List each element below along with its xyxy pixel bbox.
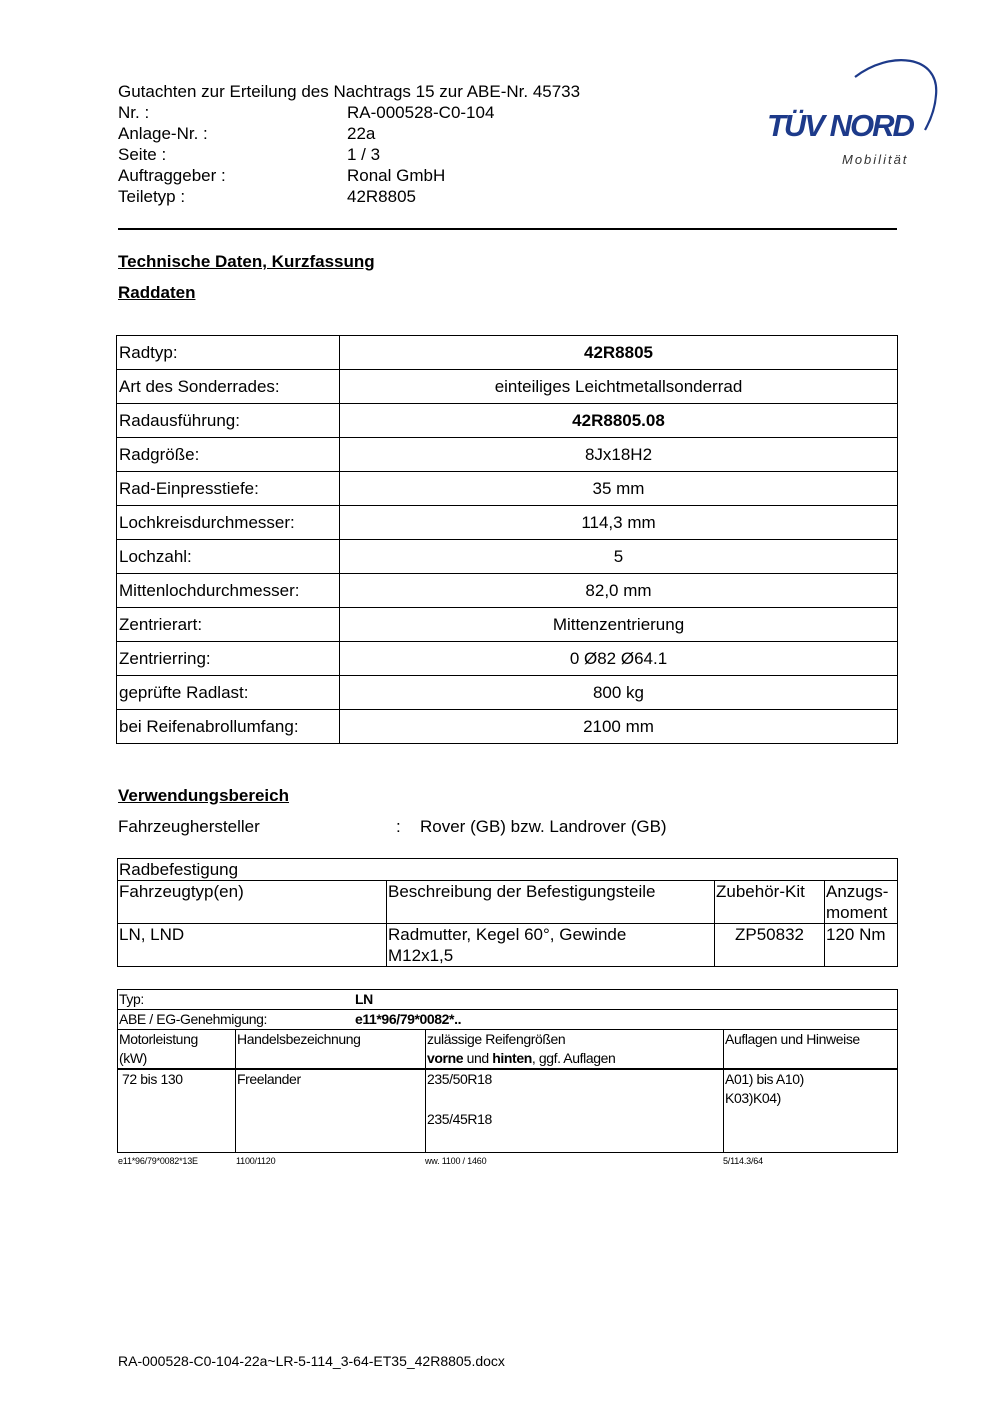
raddaten-label: Lochzahl: xyxy=(117,540,340,574)
raddaten-value: 8Jx18H2 xyxy=(340,438,898,472)
raddaten-label: Zentrierart: xyxy=(117,608,340,642)
cell-auflagen-line1: A01) bis A10) xyxy=(725,1071,804,1087)
raddaten-label: Rad-Einpresstiefe: xyxy=(117,472,340,506)
typ-table xyxy=(117,989,898,1153)
table-row xyxy=(117,404,898,438)
header-anzugsmoment-line1: Anzugs- xyxy=(826,882,889,901)
header-field-label: Auftraggeber : xyxy=(118,166,226,185)
table-row xyxy=(118,1069,898,1153)
foot-code-4: 5/114.3/64 xyxy=(723,1156,763,1166)
section-title-verwendungsbereich: Verwendungsbereich xyxy=(118,786,289,805)
table-row xyxy=(118,924,898,967)
abe-value: e11*96/79*0082*.. xyxy=(355,1011,462,1027)
header-field-label: Teiletyp : xyxy=(118,187,186,206)
document-title: Gutachten zur Erteilung des Nachtrags 15 zur ABE-Nr. 45733 xyxy=(118,82,581,101)
cell-reifen-line1: 235/50R18 xyxy=(427,1071,492,1087)
header-reifengroessen xyxy=(426,1030,724,1070)
raddaten-label: Radtyp: xyxy=(117,336,340,370)
table-row xyxy=(117,506,898,540)
raddaten-label: Zentrierring: xyxy=(117,642,340,676)
table-row xyxy=(117,336,898,370)
header-motorleistung-line2: (kW) xyxy=(119,1050,147,1066)
raddaten-value: 0 Ø82 Ø64.1 xyxy=(340,642,898,676)
header-field-value: RA-000528-C0-104 xyxy=(347,103,495,122)
header-field-value: 1 / 3 xyxy=(347,145,381,164)
cell-beschreibung xyxy=(387,924,715,967)
raddaten-label: Radausführung: xyxy=(117,404,340,438)
table-row xyxy=(117,574,898,608)
radbefestigung-title: Radbefestigung xyxy=(118,859,898,881)
logo-text: TÜV NORD xyxy=(767,108,913,143)
raddaten-label: Radgröße: xyxy=(117,438,340,472)
foot-code-1: e11*96/79*0082*13E xyxy=(118,1156,198,1166)
raddaten-label: Art des Sonderrades: xyxy=(117,370,340,404)
header-field-label: Seite : xyxy=(118,145,167,164)
cell-beschreibung-line1: Radmutter, Kegel 60°, Gewinde xyxy=(388,925,627,944)
abe-label: ABE / EG-Genehmigung: xyxy=(119,1011,268,1027)
table-row xyxy=(117,438,898,472)
header-zubehoer-kit: Zubehör-Kit xyxy=(715,881,825,924)
hersteller-value: Rover (GB) bzw. Landrover (GB) xyxy=(420,817,667,836)
section-title-technische-daten: Technische Daten, Kurzfassung xyxy=(118,252,375,271)
foot-code-3: ww. 1100 / 1460 xyxy=(425,1156,487,1166)
document-filename: RA-000528-C0-104-22a~LR-5-114_3-64-ET35_42R8805.docx xyxy=(118,1353,505,1369)
raddaten-label: bei Reifenabrollumfang: xyxy=(117,710,340,744)
raddaten-value: 42R8805 xyxy=(340,336,898,370)
table-row xyxy=(117,642,898,676)
header-handelsbezeichnung: Handelsbezeichnung xyxy=(236,1030,426,1070)
raddaten-value: 35 mm xyxy=(340,472,898,506)
hersteller-separator: : xyxy=(396,817,401,836)
text-auflagen: , ggf. Auflagen xyxy=(531,1050,616,1066)
foot-code-2: 1100/1120 xyxy=(236,1156,276,1166)
raddaten-label: Lochkreisdurchmesser: xyxy=(117,506,340,540)
table-row xyxy=(117,472,898,506)
cell-auflagen-line2: K03)K04) xyxy=(725,1090,781,1106)
raddaten-value: 82,0 mm xyxy=(340,574,898,608)
cell-leistung: 72 bis 130 xyxy=(118,1069,236,1153)
table-row xyxy=(117,608,898,642)
cell-anzugsmoment: 120 Nm xyxy=(825,924,898,967)
cell-auflagen xyxy=(724,1069,898,1153)
table-row xyxy=(117,676,898,710)
raddaten-value: 2100 mm xyxy=(340,710,898,744)
header-reifengroessen-line2 xyxy=(427,1049,722,1068)
hersteller-label: Fahrzeughersteller xyxy=(118,817,260,836)
header-beschreibung: Beschreibung der Befestigungsteile xyxy=(387,881,715,924)
raddaten-value: Mittenzentrierung xyxy=(340,608,898,642)
header-field-value: 42R8805 xyxy=(347,187,417,206)
raddaten-label: Mittenlochdurchmesser: xyxy=(117,574,340,608)
section-title-raddaten: Raddaten xyxy=(118,283,196,302)
raddaten-value: einteiliges Leichtmetallsonderrad xyxy=(340,370,898,404)
raddaten-value: 5 xyxy=(340,540,898,574)
header-anzugsmoment xyxy=(825,881,898,924)
cell-zubehoer-kit: ZP50832 xyxy=(715,924,825,967)
text-hinten: hinten xyxy=(492,1050,532,1066)
table-row xyxy=(118,881,898,924)
header-fahrzeugtyp: Fahrzeugtyp(en) xyxy=(118,881,387,924)
raddaten-value: 42R8805.08 xyxy=(340,404,898,438)
table-row xyxy=(118,990,898,1010)
table-row xyxy=(117,710,898,744)
cell-reifen-line2: 235/45R18 xyxy=(427,1111,492,1127)
cell-handelsbezeichnung: Freelander xyxy=(236,1069,426,1153)
logo-subtitle: Mobilität xyxy=(842,152,909,167)
radbefestigung-table xyxy=(117,858,898,967)
raddaten-value: 114,3 mm xyxy=(340,506,898,540)
header-auflagen-hinweise: Auflagen und Hinweise xyxy=(724,1030,898,1070)
typ-value: LN xyxy=(355,991,373,1007)
header-field-label: Anlage-Nr. : xyxy=(118,124,208,143)
table-row xyxy=(117,540,898,574)
table-row xyxy=(118,859,898,881)
typ-label: Typ: xyxy=(119,991,144,1007)
header-field-label: Nr. : xyxy=(118,103,150,122)
header-divider xyxy=(118,228,897,230)
header-reifengroessen-line1: zulässige Reifengrößen xyxy=(427,1031,566,1047)
cell-beschreibung-line2: M12x1,5 xyxy=(388,946,454,965)
raddaten-value: 800 kg xyxy=(340,676,898,710)
header-anzugsmoment-line2: moment xyxy=(826,903,888,922)
header-motorleistung xyxy=(118,1030,236,1070)
table-row xyxy=(118,1010,898,1030)
text-und: und xyxy=(463,1050,493,1066)
abe-row xyxy=(118,1010,898,1030)
cell-fahrzeugtyp: LN, LND xyxy=(118,924,387,967)
header-motorleistung-line1: Motorleistung xyxy=(119,1031,198,1047)
cell-reifen xyxy=(426,1069,724,1153)
text-vorne: vorne xyxy=(427,1050,464,1066)
raddaten-label: geprüfte Radlast: xyxy=(117,676,340,710)
table-row xyxy=(117,370,898,404)
header-field-value: 22a xyxy=(347,124,376,143)
typ-row xyxy=(118,990,898,1010)
raddaten-table xyxy=(116,335,898,744)
table-row xyxy=(118,1030,898,1070)
header-field-value: Ronal GmbH xyxy=(347,166,446,185)
